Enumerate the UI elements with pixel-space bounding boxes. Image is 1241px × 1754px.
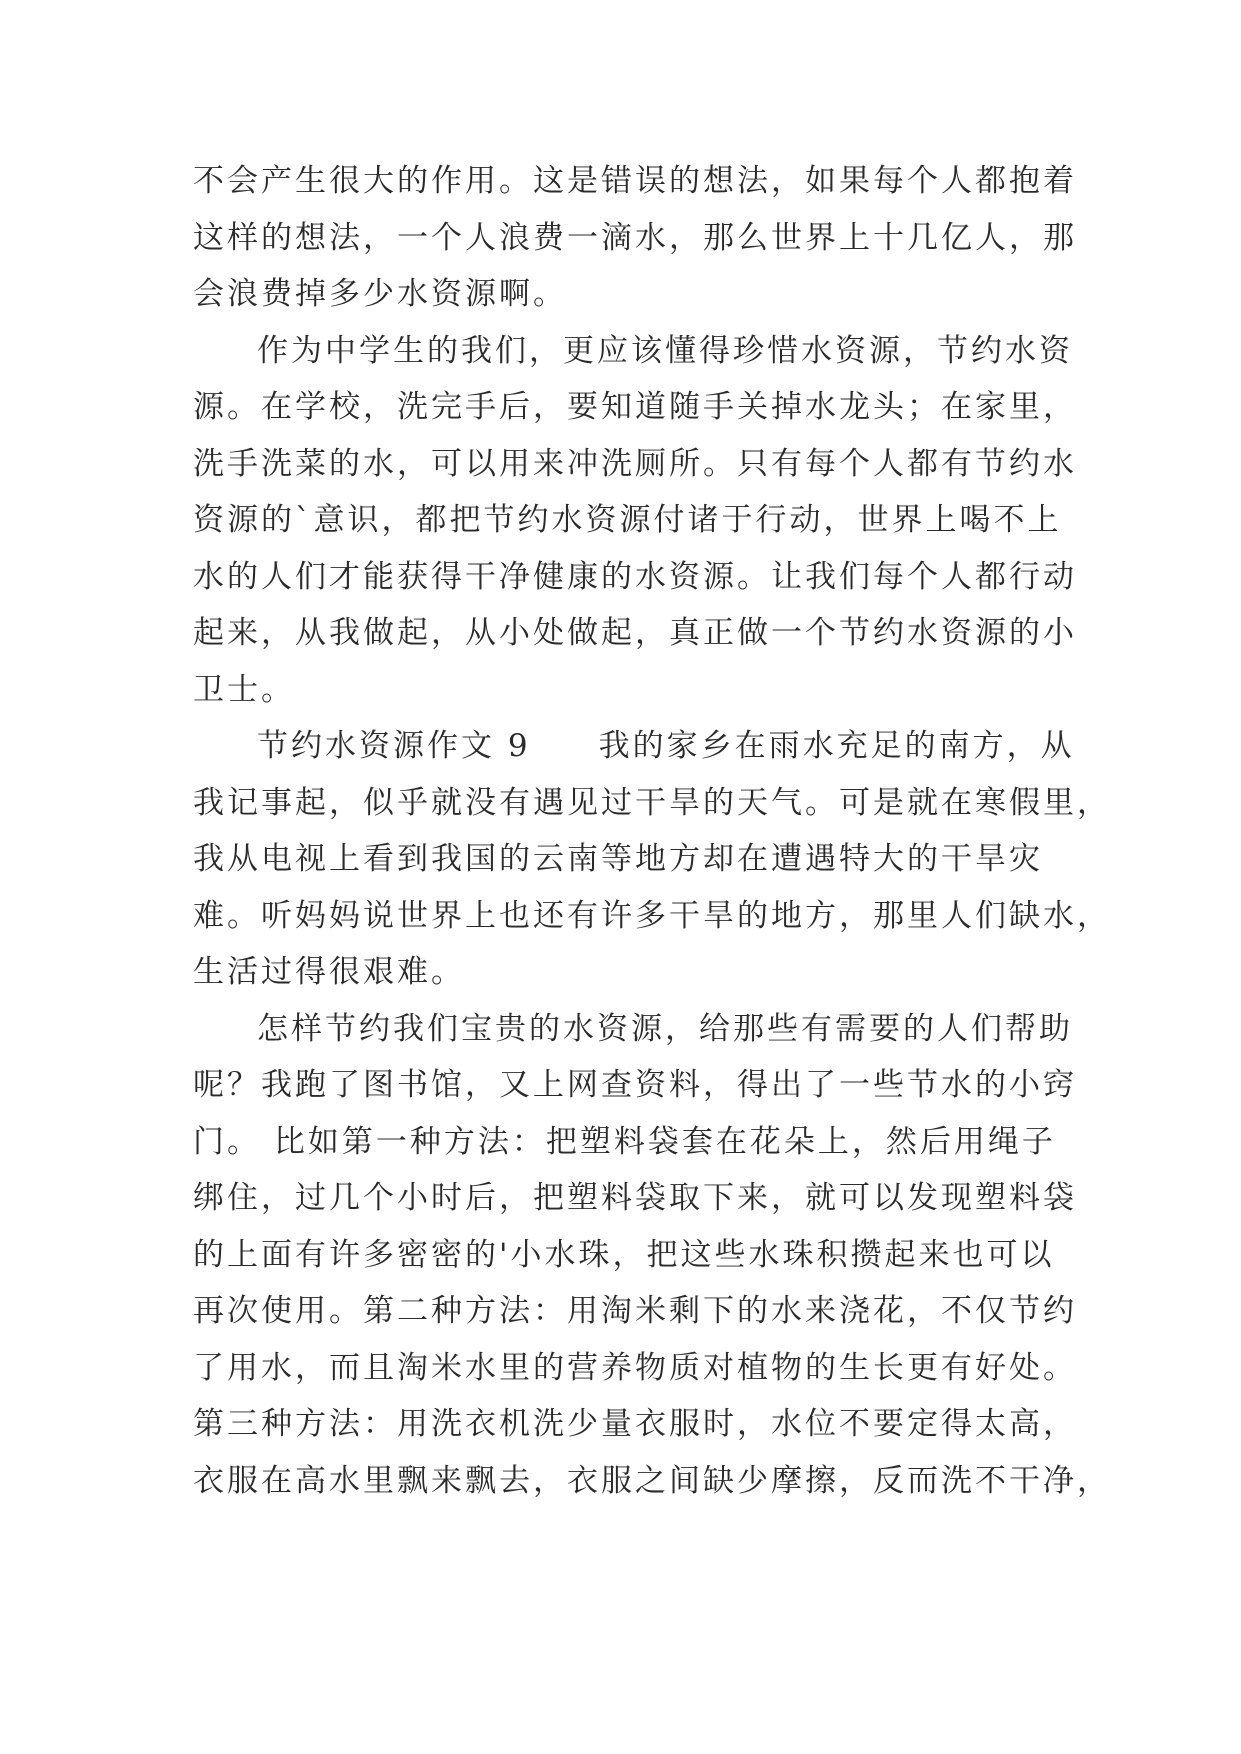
text-line: 这样的想法，一个人浪费一滴水，那么世界上十几亿人，那 [193,219,1077,256]
text-line: 我记事起，似乎就没有遇见过干旱的天气。可是就在寒假里， [193,784,1111,821]
text-line: 衣服在高水里飘来飘去，衣服之间缺少摩擦，反而洗不干净， [193,1462,1111,1499]
text-line: 资源的`意识，都把节约水资源付诸于行动，世界上喝不上 [193,502,1062,538]
text-line: 门。 比如第一种方法：把塑料袋套在花朵上，然后用绳子 [193,1123,1056,1160]
text-line: 我从电视上看到我国的云南等地方却在遭遇特大的干旱灾 [193,841,1043,877]
text-line: 再次使用。第二种方法：用淘米剩下的水来浇花，不仅节约 [193,1293,1077,1329]
paragraph [193,718,1111,1001]
paragraph [193,153,1077,323]
text-line: 水的人们才能获得干净健康的水资源。让我们每个人都行动 [193,558,1077,595]
text-line: 呢？我跑了图书馆，又上网查资料，得出了一些节水的小窍 [193,1067,1077,1103]
text-line: 卫士。 [193,671,295,708]
paragraph [193,1001,1111,1510]
text-line: 洗手洗菜的水，可以用来冲洗厕所。只有每个人都有节约水 [193,445,1077,482]
text-line: 绑住，过几个小时后，把塑料袋取下来，就可以发现塑料袋 [193,1180,1077,1216]
text-line: 节约水资源作文 9 我的家乡在雨水充足的南方，从 [257,728,1075,764]
text-line: 怎样节约我们宝贵的水资源，给那些有需要的人们帮助 [257,1010,1073,1047]
document-body [193,153,1111,1509]
text-line: 起来，从我做起，从小处做起，真正做一个节约水资源的小 [193,615,1077,651]
text-line: 不会产生很大的作用。这是错误的想法，如果每个人都抱着 [193,163,1077,199]
text-line: 的上面有许多密密的'小水珠，把这些水珠积攒起来也可以 [193,1236,1055,1273]
text-line: 会浪费掉多少水资源啊。 [193,276,567,312]
text-line: 第三种方法：用洗衣机洗少量衣服时，水位不要定得太高， [193,1406,1077,1442]
text-line: 生活过得很艰难。 [193,954,465,990]
paragraph [193,323,1077,719]
text-line: 源。在学校，洗完手后，要知道随手关掉水龙头；在家里， [193,389,1077,425]
text-line: 难。听妈妈说世界上也还有许多干旱的地方，那里人们缺水， [193,897,1111,934]
text-line: 了用水，而且淘米水里的营养物质对植物的生长更有好处。 [193,1349,1077,1386]
text-line: 作为中学生的我们，更应该懂得珍惜水资源，节约水资 [257,332,1073,369]
